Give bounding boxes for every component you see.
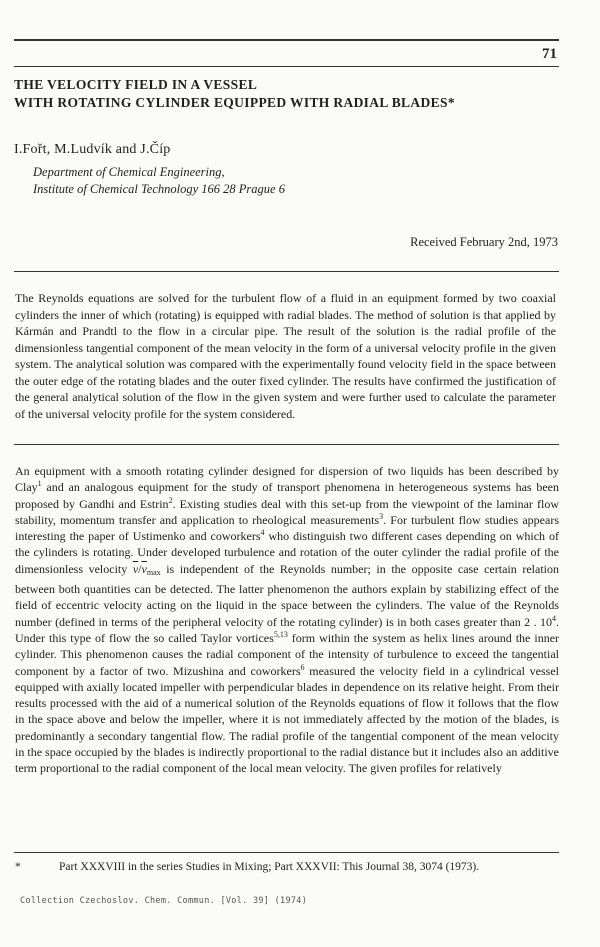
footnote-text: Part XXXVIII in the series Studies in Mixing; Part XXXVII: This Journal 38, 3074 (1973). [59,861,480,873]
ref-6: 6 [300,662,305,672]
journal-citation: Collection Czechoslov. Chem. Commun. [Vol. 39] (1974) [20,896,308,906]
velocity-symbol: $\overline{v}/\overline{v}_{max}$ [132,561,161,577]
affiliation-line-1: Department of Chemical Engineering, [33,165,225,179]
footnote-rule [14,852,559,853]
article-title [14,76,574,112]
title-line-1: THE VELOCITY FIELD IN A VESSEL [14,77,258,92]
abstract-bottom-rule [14,444,559,445]
ref-4: 4 [260,528,265,538]
header-rule [14,66,559,67]
ref-1: 1 [37,479,42,489]
received-date: Received February 2nd, 1973 [410,235,558,249]
affiliation [33,164,285,198]
footnote [15,861,560,873]
exponent: 4 [552,613,556,623]
abstract: The Reynolds equations are solved for the turbulent flow of a fluid in an equipment formed by two coaxial cylinders the inner of which (rotating) is equipped with radial blades. The method of solution is that applied by Kármán and Prandtl to the flow in a circular pipe. The result of the solution is the radial profile of the dimensionless tangential component of the mean velocity in the form of a universal velocity profile in the given system. The analytical solution was compared with the experimentally found velocity field in the space between the outer edge of the rotating blades and the outer fixed cylinder. The results have confirmed the justification of the general analytical solution of the flow in the given system and were further used to calculate the parameter of the universal velocity profile for the system considered. [15,291,556,421]
ref-5: 5,13 [273,629,288,639]
ref-3: 3 [379,511,384,521]
body-text: An equipment with a smooth rotating cylinder designed for dispersion of two liquids has been described by Clay$^1$ and an analogous equipment for the study of transport phenomena in heterogeneous systems has been proposed by Gandhi and Estrin$^2$. Existing studies deal with this set-up from the viewpoint of the laminar flow stability, momentum transfer and application to rheological measurements$^3$. For turbulent flow studies appears interesting the paper of Ustimenko and coworkers$^4$ who distinguish two different cases depending on which of the cylinders is rotating. Under developed turbulence and rotation of the outer cylinder the radial profile of the dimensionless velocity $\overline{v}/\overline{v}_{max}$ is independent of the Reynolds number; in the opposite case certain relation between both quantities can be detected. The latter phenomenon the authors explain by stabilizing effect of the field of eccentric velocity acting on the liquid in the space between the cylinders. The value of the Reynolds number (defined in terms of the peripheral velocity of the rotating cylinder) is in both cases greater than 2 . $10^4$. Under this type of flow the so called Taylor vortices$^{5,13}$ form within the system as helix lines around the inner cylinder. This phenomenon causes the radial component of the intensity of turbulence to exceed the tangential component by a factor of two. Mizushina and coworkers$^6$ measured the velocity field in a cylindrical vessel equipped with axially located impeller with perpendicular blades in dependence on its relative height. From their results processed with the aid of a numerical solution of the Reynolds equations of flow it follows that the flow in the space above and below the impeller, where it is not immediately affected by the motion of the blades, is predominantly a secondary tangential flow. The radial profile of the tangential component of the mean velocity in the space occupied by the blades is indirectly proportional to the radial distance but it includes also an additive term proportional to the radial component of the local mean velocity. The given profiles for relatively [15,464,560,776]
affiliation-line-2: Institute of Chemical Technology 166 28 Prague 6 [33,182,285,196]
top-rule [14,39,559,41]
authors: I.Fořt, M.Ludvík and J.Číp [14,142,171,157]
footnote-marker: * [15,861,21,873]
abstract-top-rule [14,271,559,272]
title-line-2: WITH ROTATING CYLINDER EQUIPPED WITH RADIAL BLADES* [14,95,455,110]
page-number: 71 [542,46,557,62]
ref-2: 2 [168,495,173,505]
